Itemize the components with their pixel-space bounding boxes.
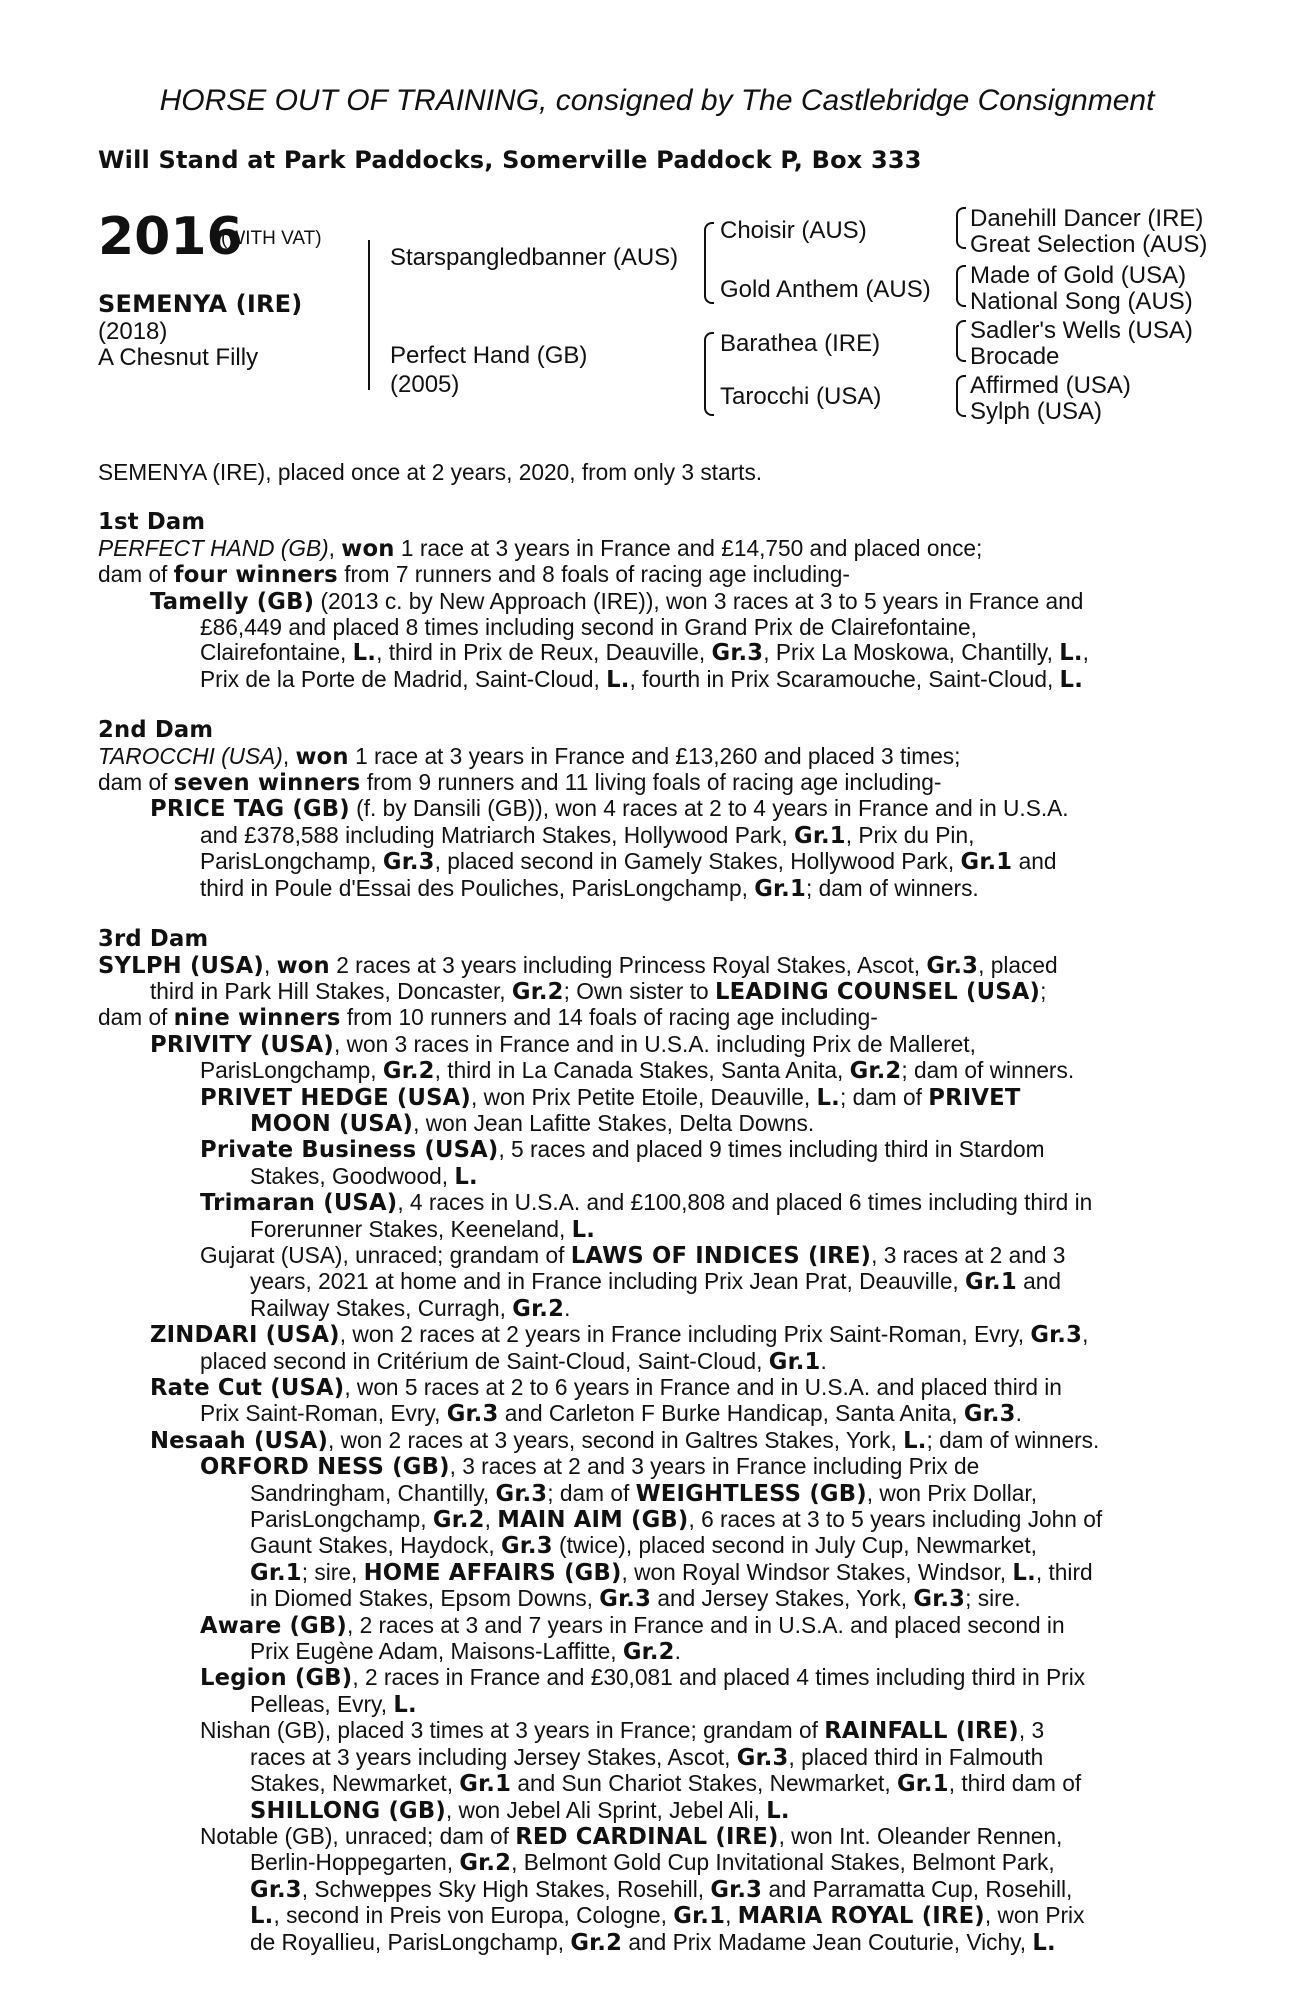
text: ,: [1082, 639, 1089, 666]
progeny-name: ORFORD NESS (GB): [200, 1454, 450, 1481]
text: third in Poule d'Essai des Pouliches, ParisLongchamp,: [200, 874, 755, 901]
dam3-produce-line: [98, 1005, 1206, 1031]
progeny-name: LAWS OF INDICES (IRE): [570, 1242, 872, 1269]
dam1-record: PERFECT HAND (GB), won 1 race at 3 years in France and £14,750 and placed once;: [98, 534, 983, 562]
text: , 3 races at 2 and 3: [871, 1241, 1066, 1268]
text: Prix Eugène Adam, Maisons-Laffitte,: [250, 1638, 623, 1665]
text: , placed third in Falmouth: [788, 1743, 1044, 1770]
progeny-name: Legion (GB): [200, 1665, 353, 1692]
progeny-name: Aware (GB): [200, 1612, 347, 1639]
catalogue-body: [98, 460, 1206, 1956]
progeny-name: PRIVITY (USA): [150, 1031, 335, 1058]
progeny-name: RAINFALL (IRE): [824, 1718, 1019, 1745]
text: Berlin-Hoppegarten,: [250, 1849, 460, 1876]
grade: Gr.2: [511, 978, 564, 1005]
text: years, 2021 at home and in France including Prix Jean Prat, Deauville,: [250, 1268, 966, 1295]
grade: Gr.3: [710, 1876, 763, 1903]
pedigree-brace-g4: [956, 375, 966, 417]
progeny-name: PRIVET: [928, 1084, 1021, 1111]
grade: L.: [1012, 1559, 1036, 1586]
notable-line5: [98, 1930, 1206, 1956]
zindari-line1: [98, 1322, 1206, 1348]
text: (twice), placed second in July Cup, Newmarket,: [552, 1532, 1037, 1559]
winners-count: nine winners: [173, 1005, 341, 1032]
rate-cut-line2: [98, 1401, 1206, 1427]
winners-count: four winners: [173, 562, 338, 589]
stand-location: Will Stand at Park Paddocks, Somerville Paddock P, Box 333: [98, 146, 922, 174]
text: Railway Stakes, Curragh,: [250, 1294, 513, 1321]
grade: Gr.1: [896, 1771, 949, 1798]
text: ; Own sister to: [563, 977, 715, 1004]
text: , 3 races at 2 and 3 years in France including Prix de: [449, 1453, 980, 1480]
progeny-name: PRICE TAG (GB): [150, 796, 350, 823]
text: , won 2 races at 3 years, second in Galtres Stakes, York,: [328, 1426, 904, 1453]
lot-name: SEMENYA (IRE): [98, 290, 303, 318]
orford-ness-line5: [98, 1560, 1206, 1586]
text: (f. by Dansili (GB)), won 4 races at 2 to 4 years in France and in U.S.A.: [349, 795, 1069, 822]
text: Clairefontaine,: [200, 639, 353, 666]
pedigree-g5: Sadler's Wells (USA): [970, 317, 1193, 344]
pedigree-brace-dam: [704, 332, 714, 416]
lot-description: A Chesnut Filly: [98, 344, 259, 371]
nishan-line4: [98, 1798, 1206, 1824]
grade: L.: [454, 1163, 478, 1190]
grade: L.: [1059, 666, 1084, 693]
text: , won Int. Oleander Rennen,: [778, 1822, 1063, 1849]
progeny-name: Trimaran (USA): [200, 1190, 398, 1217]
dam1-heading: 1st Dam: [98, 509, 206, 536]
lot-foaled: (2018): [98, 318, 168, 345]
text: , won 2 races at 2 years in France including Prix Saint-Roman, Evry,: [339, 1321, 1031, 1348]
text: , 2 races in France and £30,081 and placed 4 times including third in Prix: [352, 1664, 1086, 1691]
text: ; dam of: [839, 1083, 929, 1110]
progeny-name: ZINDARI (USA): [150, 1322, 340, 1349]
progeny-name: Rate Cut (USA): [150, 1375, 345, 1401]
text: ,: [1082, 1321, 1089, 1348]
text: , Prix du Pin,: [845, 821, 975, 848]
text: ,: [725, 1902, 738, 1929]
text: Sandringham, Chantilly,: [250, 1479, 496, 1506]
text: dam of: [98, 769, 174, 796]
text: races at 3 years including Jersey Stakes, Ascot,: [250, 1743, 737, 1770]
grade: Gr.3: [1030, 1322, 1083, 1349]
text: , won 5 races at 2 to 6 years in France and in U.S.A. and placed third in: [344, 1374, 1062, 1400]
orford-ness-line3: [98, 1507, 1206, 1533]
text: Gaunt Stakes, Haydock,: [250, 1532, 501, 1559]
grade: L.: [606, 666, 630, 693]
privet-hedge-line1: [98, 1085, 1206, 1111]
grade: Gr.1: [768, 1348, 821, 1375]
text: , Belmont Gold Cup Invitational Stakes, Belmont Park,: [511, 1849, 1055, 1876]
dam3-won: won: [276, 952, 330, 979]
dam1-progeny-1-line3: [98, 640, 1206, 666]
orford-ness-line4: [98, 1533, 1206, 1559]
text: .: [1015, 1400, 1022, 1427]
progeny-name: MAIN AIM (GB): [497, 1507, 689, 1534]
grade: Gr.1: [673, 1903, 726, 1930]
text: and £378,588 including Matriarch Stakes, Hollywood Park,: [200, 821, 794, 848]
dam1-name: PERFECT HAND (GB): [98, 534, 329, 561]
progeny-name: RED CARDINAL (IRE): [515, 1823, 779, 1850]
text: Prix Saint-Roman, Evry,: [200, 1400, 447, 1427]
private-business-line1: [98, 1137, 1206, 1163]
text: Notable (GB), unraced; dam of: [200, 1822, 516, 1849]
progeny-name: MOON (USA): [250, 1110, 414, 1137]
grade: Gr.1: [965, 1269, 1017, 1296]
grade: Gr.3: [711, 640, 764, 667]
text: ParisLongchamp,: [200, 1057, 383, 1084]
progeny-name: WEIGHTLESS (GB): [635, 1480, 867, 1507]
text: Prix de la Porte de Madrid, Saint-Cloud,: [200, 665, 607, 692]
text: Forerunner Stakes, Keeneland,: [250, 1215, 572, 1242]
pedigree-g2: Great Selection (AUS): [970, 231, 1208, 258]
winners-count: seven winners: [173, 770, 361, 797]
gujarat-line1: [98, 1243, 1206, 1269]
grade: L.: [1032, 1929, 1056, 1956]
grade: Gr.3: [926, 952, 979, 979]
text: and Carleton F Burke Handicap, Santa Anita,: [498, 1400, 964, 1427]
text: ; dam of winners.: [805, 874, 979, 901]
text: , won Jean Lafitte Stakes, Delta Downs.: [413, 1109, 815, 1136]
dam3-record-line2: [98, 979, 1206, 1005]
text: , third in Prix de Reux, Deauville,: [376, 639, 712, 666]
text: from 7 runners and 8 foals of racing age including-: [337, 561, 850, 588]
dam2-progeny-1-line4: [98, 876, 1206, 902]
text: .: [820, 1347, 827, 1374]
text: .: [564, 1294, 571, 1321]
nishan-line2: [98, 1745, 1206, 1771]
dam2-name: TAROCCHI (USA): [98, 742, 283, 769]
rate-cut-line1: [98, 1375, 1206, 1401]
text: , won Royal Windsor Stakes, Windsor,: [621, 1558, 1013, 1585]
pedigree-brace-g3: [956, 320, 966, 362]
text: ParisLongchamp,: [200, 848, 383, 875]
grade: Gr.2: [432, 1507, 485, 1534]
text: dam of: [98, 1004, 174, 1031]
text: and Sun Chariot Stakes, Newmarket,: [511, 1770, 897, 1797]
text: , won 3 races in France and in U.S.A. including Prix de Malleret,: [334, 1030, 976, 1057]
grade: Gr.3: [736, 1744, 789, 1771]
page-header: HORSE OUT OF TRAINING, consigned by The Castlebridge Consignment: [159, 84, 1155, 117]
pedigree-g7: Affirmed (USA): [970, 372, 1131, 399]
text: , third: [1035, 1558, 1093, 1585]
dam1-produce-line: [98, 562, 1206, 588]
orford-ness-line6: [98, 1586, 1206, 1612]
grade: Gr.3: [495, 1480, 548, 1507]
text: , won Jebel Ali Sprint, Jebel Ali,: [445, 1796, 767, 1823]
dam3-name: SYLPH (USA): [98, 952, 264, 979]
dam2-won: won: [295, 743, 349, 770]
text: .: [674, 1638, 681, 1665]
text: ; sire,: [301, 1558, 364, 1585]
grade: Gr.1: [250, 1559, 302, 1586]
text: from 10 runners and 14 foals of racing age including-: [340, 1004, 878, 1031]
privity-line1: [98, 1032, 1206, 1058]
text: Gujarat (USA), unraced; grandam of: [200, 1241, 571, 1268]
text: , Schweppes Sky High Stakes, Rosehill,: [301, 1875, 711, 1902]
grade: L.: [766, 1797, 790, 1824]
text: , 4 races in U.S.A. and £100,808 and placed 6 times including third in: [397, 1189, 1093, 1216]
pedigree-g1: Danehill Dancer (IRE): [970, 205, 1204, 232]
text: , placed second in Gamely Stakes, Hollywood Park,: [434, 848, 961, 875]
text: ;: [1040, 977, 1047, 1004]
text: de Royallieu, ParisLongchamp,: [250, 1928, 571, 1955]
text: , 2 races at 3 and 7 years in France and in U.S.A. and placed second in: [346, 1611, 1065, 1638]
pedigree-brace-g1: [956, 207, 966, 249]
grade: Gr.3: [913, 1586, 966, 1613]
dam2-heading: 2nd Dam: [98, 717, 214, 744]
pedigree-dam-sire: Barathea (IRE): [720, 330, 881, 357]
notable-line3: [98, 1877, 1206, 1903]
pedigree-sire: Starspangledbanner (AUS): [390, 244, 679, 271]
orford-ness-line1: [98, 1454, 1206, 1480]
pedigree-g6: Brocade: [970, 343, 1060, 370]
pedigree-g3: Made of Gold (USA): [970, 262, 1187, 289]
text: , won Prix Dollar,: [866, 1479, 1037, 1506]
dam2-progeny-1-line2: [98, 823, 1206, 849]
text: placed second in Critérium de Saint-Cloud, Saint-Cloud,: [200, 1347, 769, 1374]
notable-line2: [98, 1850, 1206, 1876]
pedigree-dam-year: (2005): [390, 371, 460, 398]
text: dam of: [98, 561, 174, 588]
dam3-heading: 3rd Dam: [98, 926, 209, 953]
text: ; sire.: [965, 1585, 1021, 1612]
pedigree-brace-g2: [956, 265, 966, 307]
text: 2 races at 3 years including Princess Royal Stakes, Ascot,: [329, 951, 927, 978]
text: from 9 runners and 11 living foals of racing age including-: [360, 769, 942, 796]
text: (2013 c. by New Approach (IRE)), won 3 races at 3 to 5 years in France and: [314, 587, 1084, 614]
text: , 3: [1018, 1717, 1045, 1744]
text: and: [1016, 1268, 1061, 1295]
nesaah-line1: [98, 1428, 1206, 1454]
text: Stakes, Newmarket,: [250, 1770, 460, 1797]
vat-label: (WITH VAT): [221, 228, 322, 249]
grade: Gr.2: [622, 1639, 675, 1666]
legion-line2: [98, 1692, 1206, 1718]
privity-line2: [98, 1058, 1206, 1084]
progeny-name: SHILLONG (GB): [250, 1797, 446, 1824]
dam1-won: won: [341, 535, 395, 562]
text: ; dam of: [547, 1479, 636, 1506]
zindari-line2: [98, 1349, 1206, 1375]
pedigree-dam: Perfect Hand (GB): [390, 342, 588, 369]
grade: Gr.2: [382, 1058, 435, 1085]
text: in Diomed Stakes, Epsom Downs,: [250, 1585, 600, 1612]
pedigree-sire-dam: Gold Anthem (AUS): [720, 276, 931, 303]
text: , won Prix Petite Etoile, Deauville,: [470, 1083, 817, 1110]
grade: Gr.2: [512, 1295, 565, 1322]
grade: L.: [816, 1084, 840, 1111]
text: and Jersey Stakes, York,: [651, 1585, 914, 1612]
pedigree-brace-sire: [704, 222, 714, 304]
grade: L.: [250, 1903, 274, 1930]
text: Pelleas, Evry,: [250, 1690, 394, 1717]
dam1-progeny-1-line2: £86,449 and placed 8 times including second in Grand Prix de Clairefontaine,: [200, 614, 977, 641]
text: 1 race at 3 years in France and £13,260 and placed 3 times;: [348, 742, 961, 769]
text: ; dam of winners.: [901, 1057, 1075, 1084]
dam1-progeny-1-line4: [98, 667, 1206, 693]
sibling-name: LEADING COUNSEL (USA): [714, 978, 1041, 1005]
grade: Gr.3: [250, 1876, 302, 1903]
progeny-name: PRIVET HEDGE (USA): [200, 1084, 471, 1111]
text: , placed: [978, 951, 1058, 978]
text: and Prix Madame Jean Couturie, Vichy,: [622, 1928, 1033, 1955]
text: , second in Preis von Europa, Cologne,: [273, 1902, 674, 1929]
nishan-line3: [98, 1771, 1206, 1797]
grade: Gr.2: [849, 1058, 902, 1085]
text: and: [1012, 848, 1057, 875]
dam2-progeny-1-line3: [98, 849, 1206, 875]
grade: L.: [352, 640, 377, 667]
grade: Gr.1: [459, 1771, 512, 1798]
legion-line1: [98, 1665, 1206, 1691]
grade: L.: [571, 1216, 596, 1243]
progeny-name: HOME AFFAIRS (GB): [363, 1559, 622, 1586]
aware-line2: [98, 1639, 1206, 1665]
grade: Gr.3: [446, 1401, 499, 1428]
grade: L.: [903, 1427, 927, 1454]
notable-line1: [98, 1824, 1206, 1850]
grade: Gr.2: [570, 1929, 623, 1956]
private-business-line2: [98, 1164, 1206, 1190]
text: , fourth in Prix Scaramouche, Saint-Cloud,: [629, 665, 1060, 692]
notable-line4: [98, 1903, 1206, 1929]
gujarat-line2: [98, 1269, 1206, 1295]
text: Stakes, Goodwood,: [250, 1162, 455, 1189]
text: , 6 races at 3 to 5 years including John of: [688, 1506, 1103, 1533]
grade: Gr.3: [382, 849, 435, 876]
dam1-record-text: 1 race at 3 years in France and £14,750 and placed once;: [394, 534, 983, 561]
grade: Gr.1: [960, 849, 1013, 876]
text: Nishan (GB), placed 3 times at 3 years in France; grandam of: [200, 1717, 825, 1744]
trimaran-line1: [98, 1190, 1206, 1216]
nishan-line1: [98, 1718, 1206, 1744]
dam2-progeny-1: [98, 796, 1206, 822]
pedigree-g4: National Song (AUS): [970, 288, 1193, 315]
grade: Gr.1: [754, 875, 806, 902]
dam3-record: SYLPH (USA), won 2 races at 3 years including Princess Royal Stakes, Ascot, Gr.3, placed: [98, 951, 1058, 979]
aware-line1: [98, 1613, 1206, 1639]
dam2-produce-line: [98, 770, 1206, 796]
summary-line: SEMENYA (IRE), placed once at 2 years, 2020, from only 3 starts.: [98, 459, 763, 485]
price-year: 2016: [98, 207, 243, 267]
trimaran-line2: [98, 1217, 1206, 1243]
grade: Gr.3: [500, 1533, 553, 1560]
gujarat-line3: [98, 1296, 1206, 1322]
orford-ness-line2: [98, 1481, 1206, 1507]
grade: L.: [1059, 640, 1083, 667]
text: third in Park Hill Stakes, Doncaster,: [150, 977, 512, 1004]
progeny-name: Private Business (USA): [200, 1137, 499, 1164]
dam1-progeny-1: [98, 589, 1206, 615]
text: and Parramatta Cup, Rosehill,: [762, 1875, 1073, 1902]
privet-hedge-line2: [98, 1111, 1206, 1137]
progeny-name: MARIA ROYAL (IRE): [737, 1903, 985, 1930]
grade: L.: [393, 1691, 417, 1718]
pedigree-dam-dam: Tarocchi (USA): [720, 383, 882, 410]
grade: Gr.3: [599, 1586, 652, 1613]
progeny-name: Nesaah (USA): [150, 1427, 329, 1454]
text: , Prix La Moskowa, Chantilly,: [763, 639, 1060, 666]
text: ,: [484, 1506, 498, 1533]
text: , 5 races and placed 9 times including third in Stardom: [498, 1136, 1045, 1163]
grade: Gr.3: [963, 1401, 1016, 1428]
text: , third in La Canada Stakes, Santa Anita,: [434, 1057, 850, 1084]
pedigree-brace-main: [368, 240, 378, 390]
text: ; dam of winners.: [926, 1426, 1100, 1453]
pedigree-sire-sire: Choisir (AUS): [720, 217, 867, 244]
dam2-record: TAROCCHI (USA), won 1 race at 3 years in France and £13,260 and placed 3 times;: [98, 742, 961, 770]
grade: Gr.2: [459, 1850, 512, 1877]
pedigree-g8: Sylph (USA): [970, 398, 1103, 425]
progeny-name: Tamelly (GB): [150, 588, 315, 615]
grade: Gr.1: [794, 822, 846, 849]
text: ParisLongchamp,: [250, 1506, 433, 1533]
text: , won Prix: [984, 1902, 1085, 1929]
text: , third dam of: [948, 1770, 1082, 1797]
